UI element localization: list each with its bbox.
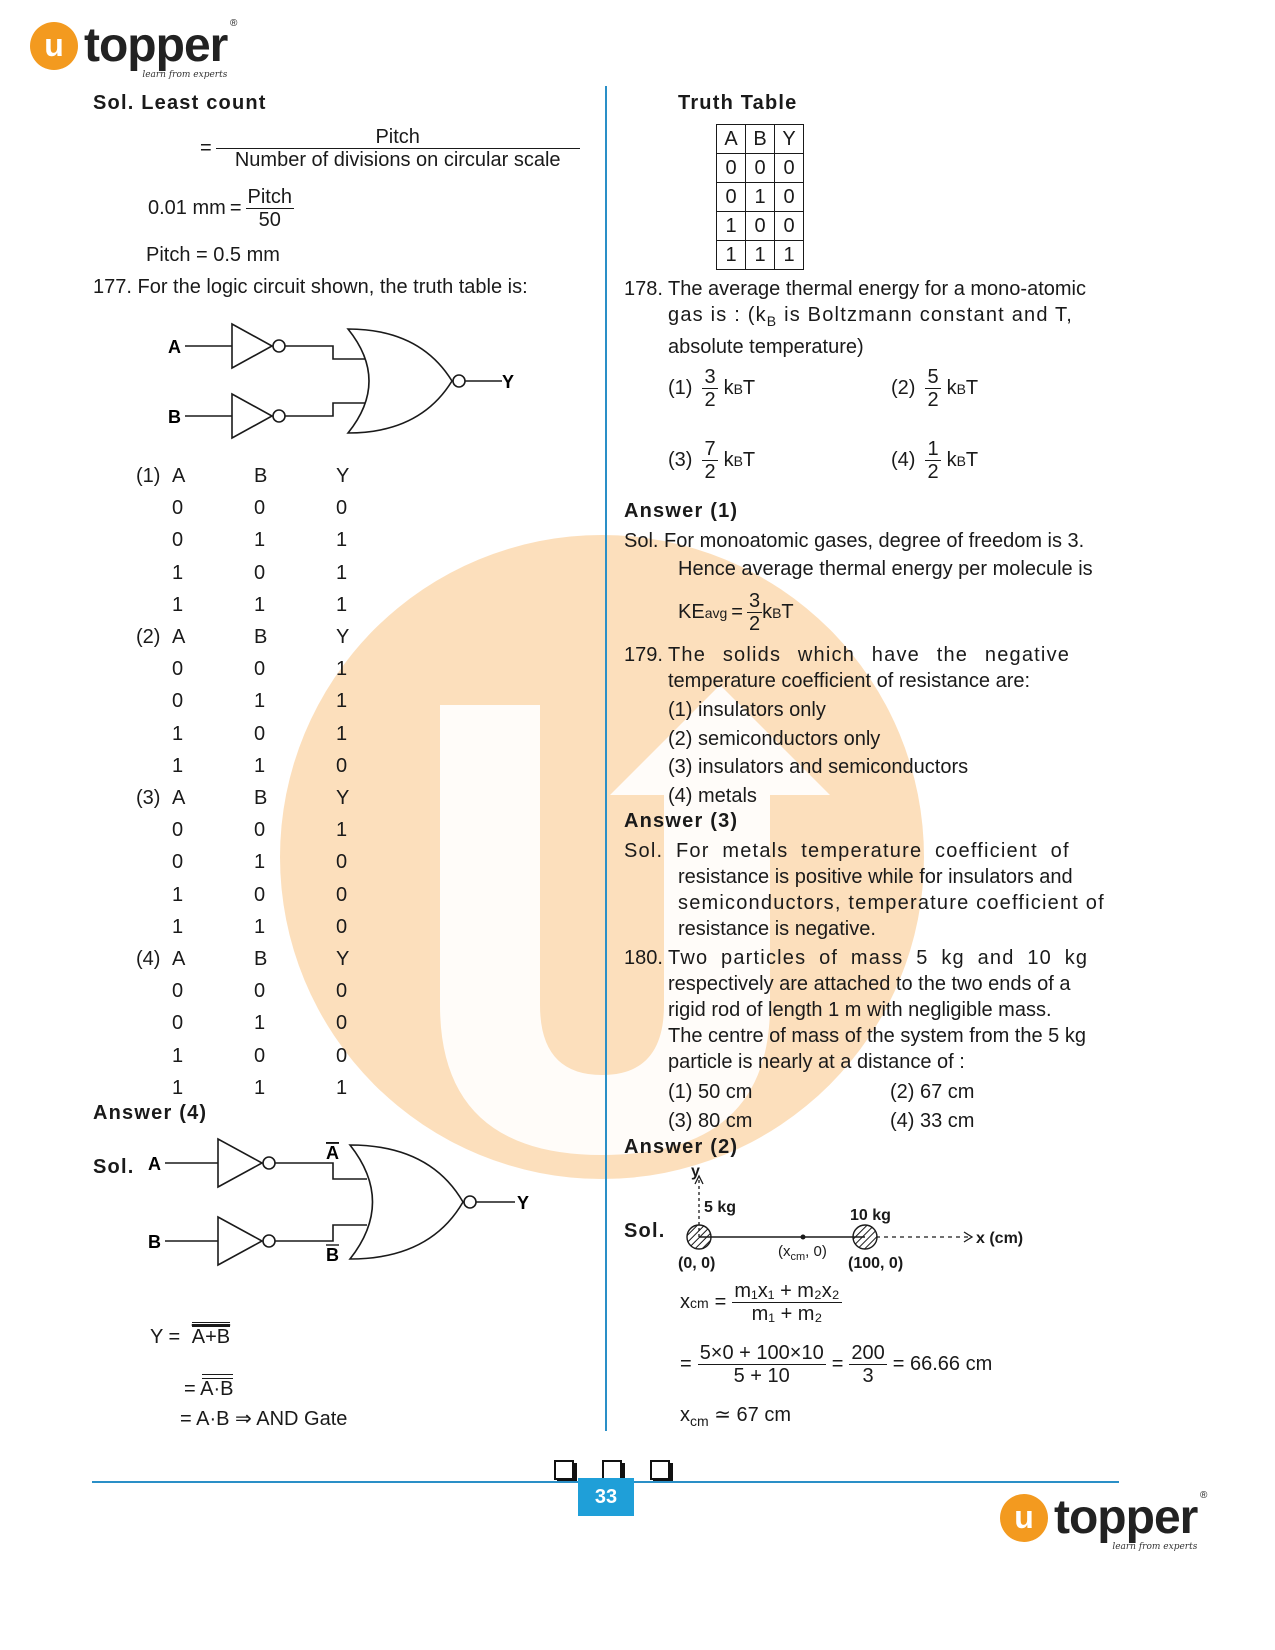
square-mark-icon	[554, 1460, 574, 1480]
output-y-label: Y	[502, 372, 515, 392]
fraction-num: 1	[927, 438, 939, 460]
option-label: (1)	[668, 377, 693, 399]
option-column-header: B	[254, 626, 268, 649]
truth-table-cell: 0	[746, 212, 775, 241]
fraction-den: 2	[704, 389, 716, 411]
sol-177-label: Sol.	[93, 1156, 135, 1178]
option-cell: 0	[254, 658, 266, 681]
truth-table-title: Truth Table	[678, 92, 798, 114]
option-row	[136, 718, 376, 750]
registered-mark: ®	[229, 18, 238, 29]
truth-table-cell: B	[746, 125, 775, 154]
q180	[624, 945, 1119, 1075]
option-column-header: Y	[336, 948, 350, 971]
q178-number: 178.	[624, 278, 663, 300]
q180-number: 180.	[624, 947, 663, 969]
kbt-sub: B	[956, 452, 966, 469]
q178-option	[668, 438, 755, 483]
option-cell: 1	[254, 529, 266, 552]
xcm-end: , 0)	[805, 1243, 827, 1260]
option-cell: 0	[254, 1044, 266, 1067]
ke-k-sub: B	[772, 604, 782, 621]
fraction-num: 3	[704, 366, 716, 388]
option-column-header: Y	[336, 787, 350, 810]
option-cell: 0	[254, 561, 266, 584]
option-cell: 0	[172, 658, 184, 681]
option-cell: 0	[172, 851, 184, 874]
truth-table-cell: 0	[746, 154, 775, 183]
xcm-result: = 66.66 cm	[892, 1353, 993, 1375]
brand-logo-icon: u	[30, 22, 78, 70]
and-gate-conclusion: = A·B ⇒ AND Gate	[180, 1408, 348, 1430]
point2-label: (100, 0)	[848, 1255, 904, 1272]
option-row	[136, 846, 376, 878]
truth-table-cell: 0	[717, 183, 746, 212]
sol-input-a: A	[148, 1154, 161, 1174]
brand-name: topper	[84, 19, 228, 72]
truth-table-row	[717, 183, 804, 212]
option-label: (3)	[668, 449, 693, 471]
q180-line3: rigid rod of length 1 m with negligible mass.	[668, 999, 1052, 1021]
equals-sign: =	[200, 137, 212, 159]
option-cell: 1	[172, 883, 184, 906]
xcm-den3: 3	[862, 1365, 874, 1387]
option-cell: 1	[254, 1076, 266, 1099]
option-cell: 0	[336, 851, 348, 874]
truth-table-row	[717, 154, 804, 183]
y-eq-rhs: A+B	[191, 1326, 231, 1348]
option-cell: 0	[254, 883, 266, 906]
option-cell: 1	[254, 593, 266, 616]
q180-line5: particle is nearly at a distance of :	[668, 1051, 965, 1073]
brand-logo-icon: u	[1000, 1494, 1048, 1542]
option-cell: 0	[172, 529, 184, 552]
option-cell: 1	[254, 915, 266, 938]
option-header	[136, 782, 376, 814]
q178-line2b: is Boltzmann constant and T,	[777, 304, 1074, 326]
sol-179	[624, 838, 1119, 942]
option-label: (1)	[136, 465, 161, 487]
option-header	[136, 460, 376, 492]
truth-table-row	[717, 241, 804, 270]
fraction-num: 5	[927, 366, 939, 388]
answer-178: Answer (1)	[624, 500, 739, 522]
kbt-sub: B	[956, 380, 966, 397]
option-cell: 1	[336, 690, 348, 713]
pitch-formula: 0.01 mm = $\frac{\text{Pitch}}{50}$	[148, 186, 292, 231]
option-cell: 0	[336, 497, 348, 520]
kbt-k: k	[946, 377, 957, 399]
brand-tagline: learn from experts	[142, 70, 228, 80]
option-column-header: B	[254, 948, 268, 971]
xcm-num: m₁x₁ + m₂x₂	[734, 1280, 840, 1302]
q178	[624, 276, 1119, 360]
option-fraction	[925, 438, 940, 483]
com-point	[801, 1235, 806, 1240]
brand-name: topper	[1054, 1491, 1198, 1544]
q177-text: For the logic circuit shown, the truth table is:	[137, 276, 528, 298]
brand-logo-top	[30, 18, 238, 80]
q179-option: (2) semiconductors only	[668, 727, 881, 750]
q177-options	[136, 460, 376, 1104]
q179-line2: temperature coefficient of resistance are:	[668, 670, 1031, 692]
center-of-mass-diagram	[670, 1160, 1050, 1280]
sol-179-line3: semiconductors, temperature coefficient of	[678, 892, 1105, 914]
option-cell: 1	[172, 1044, 184, 1067]
sol-179-line2: resistance is positive while for insulators and	[678, 866, 1073, 888]
registered-mark: ®	[1199, 1490, 1208, 1501]
option-cell: 0	[254, 722, 266, 745]
truth-table-row	[717, 212, 804, 241]
kbt-sub: B	[733, 380, 743, 397]
q180-opt3: (3) 80 cm	[668, 1110, 753, 1132]
option-column-header: A	[172, 465, 186, 487]
brand-logo-bottom	[1000, 1490, 1208, 1552]
q179-option: (1) insulators only	[668, 699, 826, 721]
least-count-formula	[200, 126, 580, 171]
option-cell: 0	[336, 1044, 348, 1067]
option-cell: 1	[336, 658, 348, 681]
option-cell: 1	[336, 593, 348, 616]
q177-number: 177.	[93, 276, 132, 298]
option-cell: 1	[336, 529, 348, 552]
option-cell: 1	[254, 851, 266, 874]
option-row	[136, 589, 376, 621]
truth-table-cell: 0	[775, 212, 804, 241]
pitch-result: Pitch = 0.5 mm	[146, 244, 280, 266]
option-cell: 0	[336, 980, 348, 1003]
q178-line1: The average thermal energy for a mono-atomic	[668, 278, 1086, 300]
option-column-header: A	[172, 787, 186, 810]
option-column-header: B	[254, 465, 268, 487]
xcm-num3: 200	[851, 1342, 885, 1364]
truth-table-header	[717, 125, 804, 154]
option-row	[136, 653, 376, 685]
option-header	[136, 621, 376, 653]
option-column-header: Y	[336, 626, 350, 649]
truth-table-cell: 0	[775, 154, 804, 183]
answer-179: Answer (3)	[624, 810, 739, 832]
xcm-x: (x	[778, 1243, 791, 1260]
y-axis-label: y	[691, 1163, 700, 1180]
lc-denominator: Number of divisions on circular scale	[234, 149, 561, 171]
brand-tagline: learn from experts	[1112, 1542, 1198, 1552]
sol-179-line1: Sol. For metals temperature coefficient of	[624, 840, 1070, 862]
option-cell: 1	[336, 819, 348, 842]
input-a-label: A	[168, 337, 181, 357]
option-cell: 0	[172, 1012, 184, 1035]
option-row	[136, 879, 376, 911]
option-cell: 1	[172, 593, 184, 616]
option-cell: 0	[172, 819, 184, 842]
point1-label: (0, 0)	[678, 1255, 716, 1272]
mass-1	[687, 1225, 711, 1249]
page-number: 33	[578, 1478, 634, 1516]
option-cell: 1	[254, 1012, 266, 1035]
q180-line2: respectively are attached to the two ends of a	[668, 973, 1071, 995]
kbt-k: k	[946, 449, 957, 471]
option-cell: 0	[254, 497, 266, 520]
truth-table-cell: 1	[746, 241, 775, 270]
y-eq-lhs: Y =	[150, 1326, 181, 1348]
option-row	[136, 975, 376, 1007]
option-cell: 1	[336, 561, 348, 584]
option-label: (3)	[136, 787, 161, 810]
option-row	[136, 750, 376, 782]
sol-178-line2: Hence average thermal energy per molecule is	[678, 558, 1093, 580]
kbt-sub: B	[733, 452, 743, 469]
xcm-lhs-sub: cm	[690, 1294, 709, 1311]
kbt-k: k	[723, 377, 734, 399]
mass-2	[853, 1225, 877, 1249]
option-label: (4)	[136, 948, 161, 971]
kbt-t: T	[742, 377, 756, 399]
option-label: (4)	[891, 449, 916, 471]
option-cell: 1	[172, 561, 184, 584]
q178-line2a: gas is : (k	[668, 304, 767, 326]
q179	[624, 642, 1119, 694]
option-row	[136, 492, 376, 524]
ke-t: T	[781, 601, 794, 623]
option-cell: 1	[172, 915, 184, 938]
y-equation-2	[184, 1374, 233, 1401]
sol-a-bar: A	[326, 1143, 339, 1163]
option-cell: 1	[336, 722, 348, 745]
option-fraction	[702, 438, 717, 483]
truth-table-cell: 1	[717, 212, 746, 241]
truth-table-cell: 1	[717, 241, 746, 270]
option-row	[136, 1040, 376, 1072]
option-cell: 1	[172, 722, 184, 745]
truth-table-cell: 0	[775, 183, 804, 212]
ke-lhs: KE	[678, 601, 705, 623]
ke-sub: avg	[704, 604, 728, 621]
option-row	[136, 911, 376, 943]
option-row	[136, 1007, 376, 1039]
option-column-header: B	[254, 787, 268, 810]
q180-opt1: (1) 50 cm	[668, 1081, 753, 1103]
q179-options	[668, 696, 968, 810]
kbt-k: k	[723, 449, 734, 471]
option-cell: 1	[254, 754, 266, 777]
q180-options	[668, 1078, 1128, 1136]
kbt-t: T	[965, 377, 979, 399]
ke-formula: KE avg = $\frac{3}{2}$ k B T	[678, 590, 794, 635]
xcm-formula-1: x cm = $\frac{\text{m₁x₁ + m₂x₂}}{\text{m₁ + m₂}}$	[680, 1280, 840, 1325]
xcm-lhs: x	[680, 1291, 690, 1313]
option-fraction	[925, 366, 940, 411]
option-row	[136, 685, 376, 717]
option-cell: 0	[336, 1012, 348, 1035]
option-fraction	[702, 366, 717, 411]
q178-line3: absolute temperature)	[668, 336, 864, 358]
xcm-den2: 5 + 10	[733, 1365, 790, 1387]
ke-k: k	[762, 601, 773, 623]
xcm-sub: cm	[790, 1251, 806, 1263]
xcm-final-sub: cm	[690, 1413, 709, 1429]
xcm-num2: 5×0 + 100×10	[699, 1342, 824, 1364]
option-cell: 0	[254, 819, 266, 842]
column-divider	[605, 86, 607, 1431]
option-row	[136, 814, 376, 846]
section-end-marks	[554, 1460, 670, 1480]
q178-option	[668, 366, 755, 411]
option-cell: 0	[336, 915, 348, 938]
ke-den: 2	[748, 613, 761, 635]
q179-option: (4) metals	[668, 784, 757, 807]
mass1-label: 5 kg	[704, 1199, 737, 1216]
option-cell: 0	[336, 883, 348, 906]
input-b-label: B	[168, 407, 181, 427]
q180-opt4: (4) 33 cm	[890, 1110, 975, 1132]
kbt-t: T	[965, 449, 979, 471]
option-cell: 0	[254, 980, 266, 1003]
xcm-formula-2: = $\frac{5\times 0 + 100\times 10}{5 + 10}$ = $\frac{200}{3}$ = 66.66 cm	[680, 1342, 993, 1387]
xcm-final-rhs: ≃ 67 cm	[714, 1404, 792, 1426]
q178-option	[891, 366, 978, 411]
option-column-header: Y	[336, 465, 350, 487]
truth-table-cell: Y	[775, 125, 804, 154]
kbt-t: T	[742, 449, 756, 471]
lc-numerator: Pitch	[216, 126, 580, 149]
square-mark-icon	[602, 1460, 622, 1480]
ke-num: 3	[748, 590, 761, 612]
lc2-lhs: 0.01 mm	[148, 197, 226, 219]
sol-179-line4: resistance is negative.	[678, 918, 876, 940]
q179-line1: The solids which have the negative	[668, 644, 1071, 666]
answer-177: Answer (4)	[93, 1102, 208, 1124]
q180-line4: The centre of mass of the system from the 5 kg	[668, 1025, 1086, 1047]
option-cell: 1	[336, 1076, 348, 1099]
truth-table-cell: 0	[717, 154, 746, 183]
option-cell: 1	[172, 754, 184, 777]
y-equation	[150, 1322, 230, 1349]
q178-sub: B	[766, 313, 778, 329]
option-header	[136, 943, 376, 975]
option-cell: 1	[172, 1076, 184, 1099]
xcm-den: m₁ + m₂	[751, 1303, 823, 1325]
logic-circuit-diagram	[160, 315, 530, 445]
solution-circuit-diagram	[145, 1135, 545, 1275]
option-label: (2)	[891, 377, 916, 399]
fraction-num: 7	[704, 438, 716, 460]
option-cell: 0	[172, 980, 184, 1003]
q179-option: (3) insulators and semiconductors	[668, 756, 969, 778]
mass2-label: 10 kg	[850, 1207, 891, 1224]
sol-180-label: Sol.	[624, 1220, 666, 1242]
truth-table	[716, 124, 804, 270]
truth-table-cell: A	[717, 125, 746, 154]
q179-number: 179.	[624, 644, 663, 666]
xcm-final	[680, 1402, 791, 1429]
xcm-label	[778, 1243, 827, 1263]
truth-table-cell: 1	[746, 183, 775, 212]
option-cell: 1	[254, 690, 266, 713]
option-cell: 0	[172, 690, 184, 713]
lc2-denominator: 50	[258, 209, 281, 231]
option-label: (2)	[136, 626, 161, 649]
q180-opt2: (2) 67 cm	[890, 1081, 975, 1103]
sol-output-y: Y	[517, 1193, 530, 1213]
sol-b-bar: B	[326, 1245, 339, 1265]
option-column-header: A	[172, 948, 186, 971]
q178-options	[668, 366, 1128, 496]
option-row	[136, 1072, 376, 1104]
q180-line1: Two particles of mass 5 kg and 10 kg	[668, 947, 1089, 969]
sol-178-line1: Sol. For monoatomic gases, degree of freedom is 3.	[624, 530, 1085, 552]
answer-180: Answer (2)	[624, 1136, 739, 1158]
x-axis-label: x (cm)	[976, 1230, 1024, 1247]
option-cell: 0	[336, 754, 348, 777]
option-row	[136, 524, 376, 556]
lc2-numerator: Pitch	[247, 186, 292, 208]
sol-least-count: Sol. Least count	[93, 92, 267, 114]
q178-option	[891, 438, 978, 483]
xcm-final-lhs: x	[680, 1404, 690, 1426]
square-mark-icon	[650, 1460, 670, 1480]
option-cell: 0	[172, 497, 184, 520]
fraction-den: 2	[927, 389, 939, 411]
sol-input-b: B	[148, 1232, 161, 1252]
q177	[93, 276, 528, 299]
fraction-den: 2	[704, 461, 716, 483]
option-row	[136, 557, 376, 589]
truth-table-cell: 1	[775, 241, 804, 270]
y-eq2-text: = A·B	[184, 1378, 234, 1400]
option-column-header: A	[172, 626, 186, 649]
fraction-den: 2	[927, 461, 939, 483]
